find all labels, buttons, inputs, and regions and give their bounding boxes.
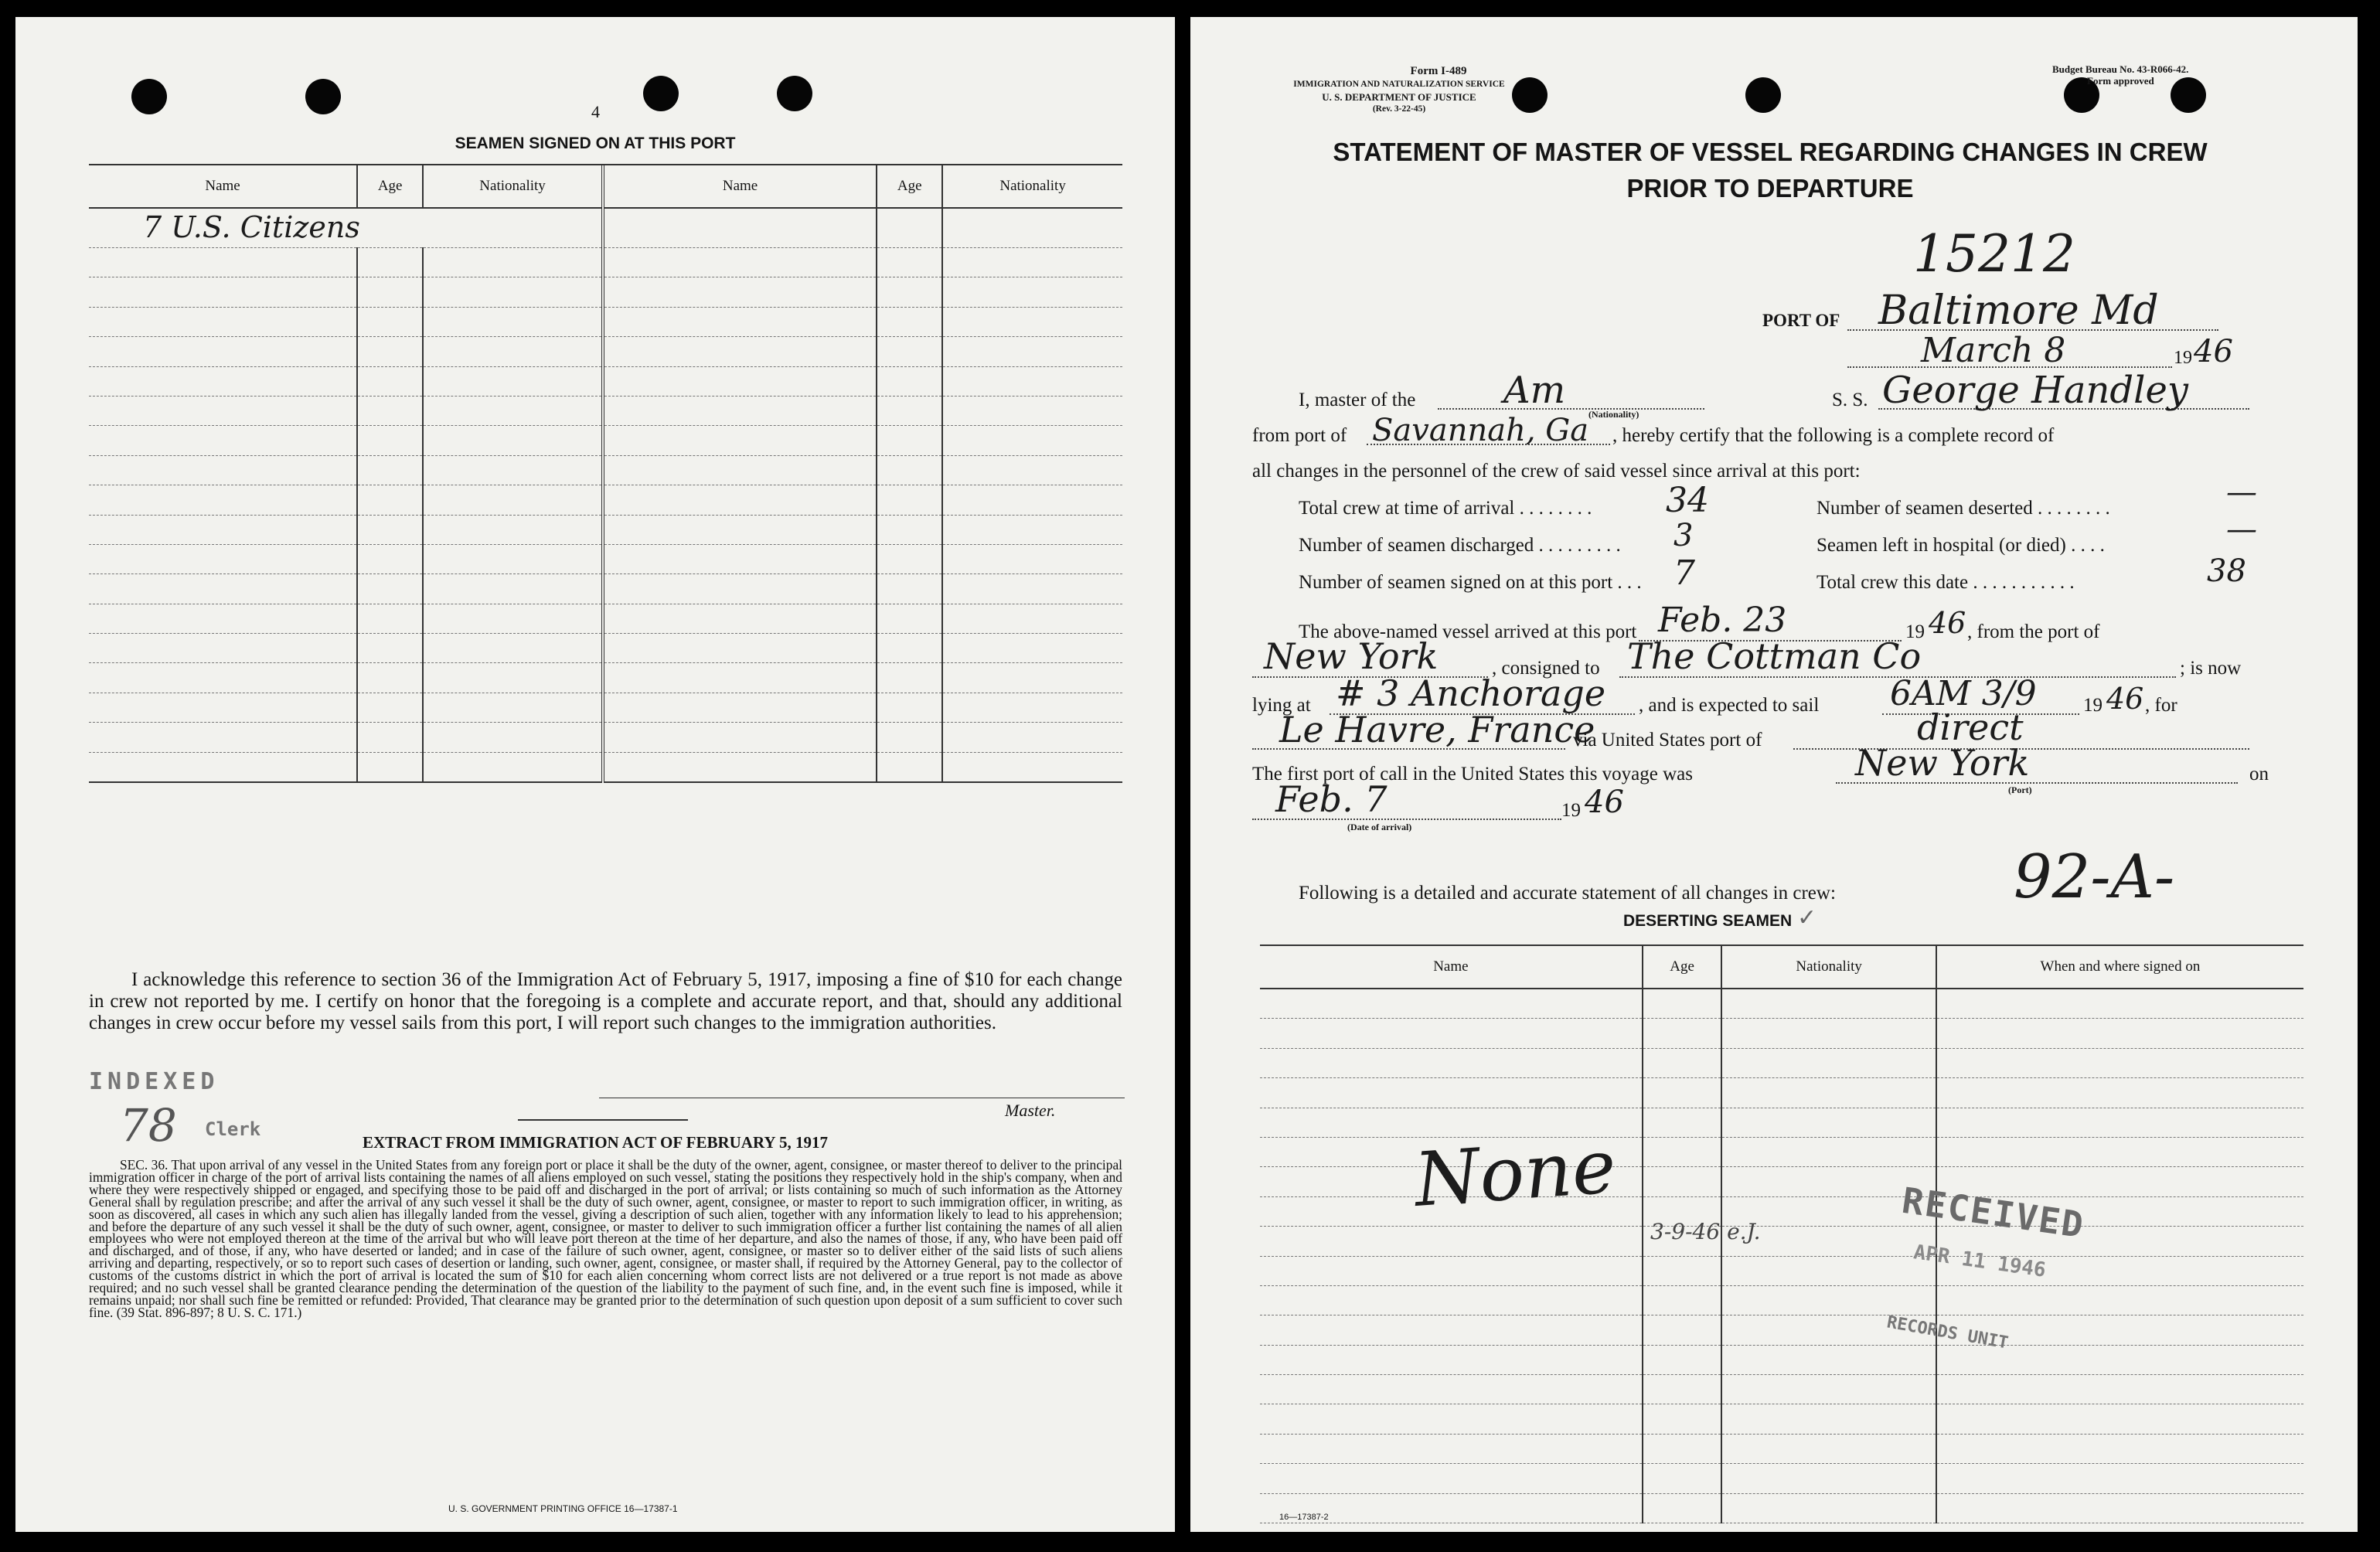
column-header: Nationality [942,165,1122,208]
table-row [89,515,1122,544]
column-header: Age [1643,946,1722,989]
initials-date: 3-9-46 e.J. [1650,1219,1761,1244]
form-approved: Form approved [2087,75,2154,87]
sail-time-value: 6AM 3/9 [1890,674,2037,713]
punch-hole [305,79,341,114]
first-date-value: Feb. 7 [1275,778,1387,820]
via-label: via United States port of [1573,730,1762,750]
check-mark: ✓ [1797,905,1817,931]
total-this-date-label: Total crew this date . . . . . . . . . . . [1816,572,2075,593]
table-row [1260,1493,2303,1523]
extract-text: SEC. 36. That upon arrival of any vessel in the United States from any foreign port or place it shall be the duty of the owner, agent, consignee, or master thereof to deliver to the principal immigration officer in charge of the port of arrival lists containing the names of all aliens employed on such vessel, stating the positions they respectively hold in the ship's company, when and where they were respectively shipped or engaged, and specifying those to be paid off and discharged in the port of arrival; or lists containing so much of such information as the Attorney General shall by regulation prescribe; and after the arrival of any such vessel it shall be the duty of such owner, agent, consignee, or master to report to such immigration officer, in writing, as soon as discovered, all cases in which any such alien has illegally landed from the vessel, giving a description of such alien, together with any information likely to lead to his apprehension; and before the departure of any such vessel it shall be the duty of such owner, agent, consignee, or master to deliver to such immigration officer a further list containing the names of all alien employees who were not employed thereon at the time of the arrival but who will leave port thereon at the time of her departure, and also the names of those, if any, who have been paid off and discharged, and of those, if any, who have deserted or landed; and in case of the failure of such owner, agent, consignee, or master so to deliver either of the said lists of such aliens arriving and departing, respectively, or so to report such cases of desertion or landing, such owner, agent, consignee, or master shall, if required by the Attorney General, pay to the collector of customs of the customs district in which the port of arrival is located the sum of $10 for each alien concerning whom correct lists are not delivered or a true report is not made as above required; and no such vessel shall be granted clearance pending the determination of the question of the liability to the payment of such fine, and, in the event such fine is imposed, while it remains unpaid; nor shall such fine be remitted or refunded: Provided, That clearance may be granted prior to the determination of such question upon deposit of a sum sufficient to cover such fine. (39 Stat. 896-897; 8 U. S. C. 171.) [89,1157,1122,1320]
discharged-value: 3 [1673,518,1694,553]
handwritten-entry: 7 U.S. Citizens [143,210,360,244]
table-row [89,723,1122,752]
via-value: direct [1917,706,2024,748]
table-row [1260,1434,2303,1463]
table-row [89,752,1122,782]
deserted-label: Number of seamen deserted . . . . . . . . [1816,498,2110,519]
discharged-label: Number of seamen discharged . . . . . . . . . [1299,535,1621,556]
extract-title: EXTRACT FROM IMMIGRATION ACT OF FEBRUARY 5, 1917 [362,1133,829,1152]
lying-at-value: # 3 Anchorage [1336,672,1606,714]
table-row [89,544,1122,573]
table-row [89,693,1122,722]
table-row [89,307,1122,336]
seamen-signed-on-table [89,165,1122,783]
table-row [1260,1285,2303,1315]
signed-on-value: 7 [1673,553,1695,593]
ss-label: S. S. [1832,390,1868,410]
certify-text: , hereby certify that the following is a complete record of [1612,425,2055,446]
arrived-from-value: New York [1264,635,1439,677]
master-label: Master. [1005,1101,1056,1120]
left-form-page [15,17,1175,1532]
none-entry: None [1411,1123,1619,1224]
year-value: 46 [1929,606,1966,640]
column-header: Name [1260,946,1643,989]
for-label: , for [2145,695,2177,716]
expected-sail-label: , and is expected to sail [1639,695,1820,716]
table-row [89,455,1122,485]
table-row [1260,1078,2303,1108]
received-date-stamp: APR 11 1946 [1912,1241,2048,1282]
table-row [1260,1375,2303,1404]
year-value: 46 [2106,682,2144,716]
right-form-page [1190,17,2358,1532]
punch-hole [2171,77,2206,113]
column-header: Age [877,165,942,208]
table-row [89,485,1122,515]
table-row [1260,1256,2303,1285]
column-header: Name [89,165,357,208]
nationality-caption: (Nationality) [1588,409,1639,420]
budget-bureau-number: Budget Bureau No. 43-R066-42. [2052,63,2189,75]
port-caption: (Port) [2008,785,2032,795]
year-prefix: 19 [2174,348,2192,368]
clerk-initials: 78 [120,1099,177,1152]
printer-line: U. S. GOVERNMENT PRINTING OFFICE 16—17387-1 [448,1503,678,1514]
table-row [89,634,1122,663]
form-number: Form I-489 [1410,65,1467,77]
column-header: Age [357,165,423,208]
consignee-value: The Cottman Co [1627,635,1922,677]
nationality-value: Am [1503,369,1566,412]
revision-date: (Rev. 3-22-45) [1372,104,1426,114]
port-value: Baltimore Md [1878,288,2159,334]
table-row [1260,989,2303,1019]
table-row [89,604,1122,633]
deserted-value: — [2226,475,2257,510]
arrived-label: The above-named vessel arrived at this port [1299,621,1637,642]
total-crew-arrival-value: 34 [1666,481,1709,520]
table-row [89,337,1122,366]
received-stamp: RECEIVED [1899,1179,2088,1247]
year-prefix: 19 [1905,621,1925,642]
year-prefix: 19 [2083,695,2103,716]
table-row [1260,1315,2303,1345]
nationality-line [1438,408,1704,410]
first-port-label: The first port of call in the United States this voyage was [1252,764,1694,785]
lying-at-label: lying at [1252,695,1311,716]
table-row [89,366,1122,396]
acknowledgement-paragraph: I acknowledge this reference to section 36 of the Immigration Act of February 5, 1917, imposing a fine of $10 for each change in crew not reported by me. I certify on honor that the foregoing is a complete and accurate report, and that, should any additional changes in crew occur before my vessel sails from this port, I will report such changes to the immigration authorities. [89,969,1122,1033]
section-title: SEAMEN SIGNED ON AT THIS PORT [455,134,736,152]
punch-hole [131,79,167,114]
short-rule [518,1119,688,1121]
hospital-label: Seamen left in hospital (or died) . . . . [1816,535,2105,556]
table-row [89,396,1122,425]
column-header: Name [603,165,877,208]
agency-line-1: IMMIGRATION AND NATURALIZATION SERVICE [1293,80,1505,89]
code-value: 92-A- [2014,842,2175,912]
signed-on-label: Number of seamen signed on at this port . . . [1299,572,1642,593]
consigned-to-label: , consigned to [1492,658,1600,679]
punch-hole [643,76,679,111]
on-label: on [2249,764,2269,785]
table-row [89,277,1122,307]
following-label: Following is a detailed and accurate statement of all changes in crew: [1299,883,1836,904]
table-row [89,208,1122,248]
punch-hole [1745,77,1781,113]
table-row [1260,1404,2303,1434]
table-row [89,248,1122,277]
indexed-stamp: INDEXED [89,1068,220,1095]
form-title-line-2: PRIOR TO DEPARTURE [1626,174,1914,203]
printer-code: 16—17387-2 [1279,1513,1329,1522]
date-of-arrival-caption: (Date of arrival) [1347,822,1412,832]
table-row [89,574,1122,604]
port-label: PORT OF [1762,311,1840,330]
records-unit-stamp: RECORDS UNIT [1885,1312,2010,1353]
table-row [1260,1345,2303,1374]
table-row [1260,1048,2303,1077]
agency-line-2: U. S. DEPARTMENT OF JUSTICE [1322,91,1476,103]
table-row [1260,1227,2303,1256]
master-of-the-label: I, master of the [1299,390,1416,410]
deserting-seamen-table [1260,946,2303,1523]
from-port-value: Savannah, Ga [1372,413,1589,448]
file-number: 15212 [1913,224,2075,284]
form-title-line-1: STATEMENT OF MASTER OF VESSEL REGARDING CHANGES IN CREW [1333,138,2208,166]
table-row [1260,1108,2303,1137]
punch-hole [777,76,812,111]
total-this-date-value: 38 [2207,553,2246,589]
arrived-date-value: Feb. 23 [1658,601,1787,640]
from-the-port-of-label: , from the port of [1967,621,2100,642]
year-prefix: 19 [1561,800,1581,821]
total-crew-arrival-label: Total crew at time of arrival . . . . . . . . [1299,498,1592,519]
table-row [89,426,1122,455]
year-value: 46 [2194,334,2233,369]
deserting-seamen-title: DESERTING SEAMEN [1623,912,1793,930]
certify-text-2: all changes in the personnel of the crew of said vessel since arrival at this port: [1252,461,1861,482]
destination-value: Le Havre, France [1279,709,1595,750]
from-port-label: from port of [1252,425,1347,446]
page-number: 4 [591,102,600,121]
column-header: Nationality [1721,946,1936,989]
date-value: March 8 [1921,331,2066,370]
hospital-value: — [2226,512,2257,547]
table-row [89,663,1122,693]
is-now-label: ; is now [2180,658,2242,679]
column-header: Nationality [423,165,603,208]
table-row [1260,1464,2303,1493]
table-row [1260,1019,2303,1048]
first-port-value: New York [1855,742,2030,784]
clerk-stamp: Clerk [205,1118,261,1140]
year-value: 46 [1585,785,1624,820]
column-header: When and where signed on [1936,946,2303,989]
vessel-name: George Handley [1882,369,2188,412]
